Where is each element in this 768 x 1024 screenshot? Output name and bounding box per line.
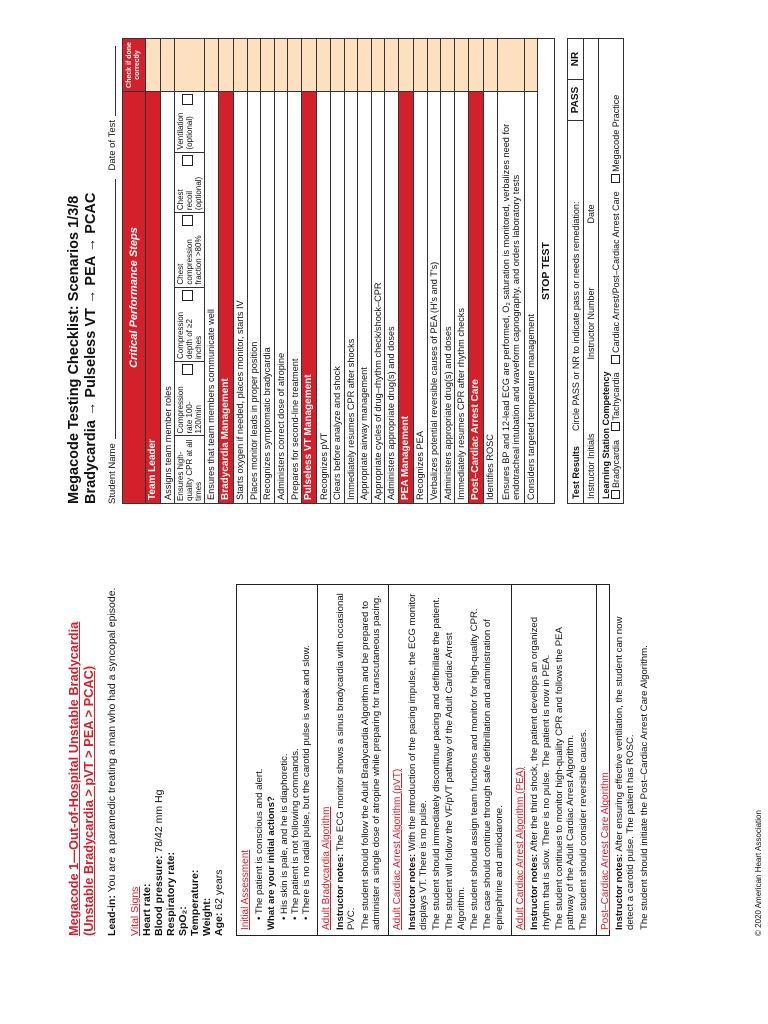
check-cell[interactable] <box>455 39 469 92</box>
checkbox[interactable] <box>182 290 193 301</box>
checklist-table <box>122 38 555 504</box>
table-row: Appropriate airway management <box>358 92 372 504</box>
section-heading: Adult Cardiac Arrest Algorithm (pVT) <box>392 768 404 930</box>
paragraph: The student continues to monitor high-quality CPR and follows the PEA pathway of the Adult Cardiac Arrest Algorithm. <box>553 627 577 930</box>
instructor-number-label: Instructor Number <box>586 287 597 360</box>
check-cell[interactable] <box>330 39 344 92</box>
bradycardia-section: Adult Bradycardia Algorithm Instructor notes: The ECG monitor shows a sinus bradycardia with occasional PVC. The student should follow the Adult Bradycardia Algorithm and be prepared to administer a single dose of atropine while preparing for transcutaneous pacing. <box>318 585 389 935</box>
check-cell[interactable] <box>247 39 261 92</box>
lead-in-text: You are a paramedic treating a man who had a syncopal episode. <box>106 587 118 896</box>
vital-row: Blood pressure: 78/42 mm Hg <box>153 789 165 936</box>
check-cell[interactable] <box>414 39 428 92</box>
table-row: Recognizes pVT <box>317 92 331 504</box>
paragraph: The student should assign team functions and monitor for high-quality CPR. <box>469 608 481 930</box>
option-bradycardia[interactable]: Bradycardia <box>611 440 621 499</box>
bradycardia-header: Bradycardia Management <box>218 92 233 504</box>
table-header-row <box>123 39 146 504</box>
table-row: Immediately resumes CPR after shocks <box>344 92 358 504</box>
pcac-section: Post–Cardiac Arrest Care Algorithm Instructor notes: After ensuring effective ventilation, the student can now detect a carotid pulse. The patient has ROSC. The student should initiate the Post–Cardiac Arrest Care Algorithm. <box>597 585 656 935</box>
check-cell[interactable] <box>317 39 331 92</box>
section-heading: Initial Assessment <box>240 849 251 930</box>
checklist-title: Megacode Testing Checklist: Scenarios 1/3/8 <box>66 195 82 504</box>
pea-section: Adult Cardiac Arrest Algorithm (PEA) Instructor notes: After the third shock, the patient develops an organized rhythm that is slow. There is no pulse. The patient is now in PEA. The student continues to monitor high-quality CPR and follows the PEA pathway of the Adult Cardiac Arrest Algorithm. The student should consider reversible causes. <box>512 585 597 935</box>
paragraph: The student should initiate the Post–Cardiac Arrest Care Algorithm. <box>638 645 650 930</box>
vital-row: Temperature: <box>189 869 201 936</box>
scenario-sections-box <box>236 584 650 936</box>
table-row: Ensures BP and 12-lead ECG are performed, O₂ saturation is monitored, verbalizes need for endotracheal intubation and waveform capnography, and orders laboratory tests <box>497 92 524 504</box>
instructor-initials-label: Instructor Initials <box>586 433 597 499</box>
date-of-test-label: Date of Test <box>107 120 118 171</box>
pea-header: PEA Management <box>398 92 413 504</box>
table-row: Recognizes PEA <box>414 92 428 504</box>
cpr-depth-cell: Compression depth of ≥2 inches <box>175 287 204 361</box>
initial-question: What are your initial actions? <box>265 796 277 930</box>
learning-station-competency <box>599 39 623 503</box>
table-row: Considers targeted temperature management <box>524 92 538 504</box>
student-name-label: Student Name <box>107 443 118 504</box>
stop-test: STOP TEST <box>538 39 555 504</box>
pass-option[interactable]: PASS <box>568 80 583 121</box>
lead-in-label: Lead-in: <box>106 895 118 936</box>
bullet: • The patient is conscious and alert. <box>254 590 265 920</box>
cpr-quality-row <box>174 92 204 504</box>
section-heading: Adult Bradycardia Algorithm <box>320 806 332 930</box>
cpr-main-cell: Ensures high-quality CPR at all times <box>175 435 204 503</box>
instructor-row <box>584 39 599 503</box>
bullet: • His skin is pale, and he is diaphoretic. <box>279 590 290 920</box>
check-cell[interactable] <box>427 39 441 92</box>
copyright: © 2020 American Heart Association <box>754 810 763 936</box>
nr-option[interactable]: NR <box>568 39 583 80</box>
bullet: • The patient is not following commands. <box>290 590 301 920</box>
scenario-title: Megacode 1—Out-of-Hospital Unstable Bradycardia <box>66 621 81 936</box>
paragraph: The student should immediately discontinue pacing and defibrillate the patient. <box>431 597 443 930</box>
cpr-recoil-cell: Chest recoil (optional) <box>175 152 204 213</box>
check-cell[interactable] <box>484 39 498 92</box>
paragraph: The student will follow the VF/pVT pathway of the Adult Cardiac Arrest Algorithm. <box>444 632 467 930</box>
checkbox-icon <box>611 174 620 183</box>
lead-in <box>106 584 118 936</box>
table-row: Appropriate cycles of drug–rhythm check/shock–CPR <box>371 92 385 504</box>
paragraph: The student should consider reversible causes. <box>578 729 590 930</box>
lsc-heading: Learning Station Competency <box>601 371 612 499</box>
table-row: Administers appropriate drug(s) and doses <box>441 92 455 504</box>
date-of-test-field[interactable] <box>107 46 116 116</box>
check-cell[interactable] <box>385 39 399 92</box>
vital-signs <box>129 584 225 936</box>
vital-row: Respiratory rate: <box>165 851 177 936</box>
student-line <box>107 38 118 504</box>
vital-signs-heading: Vital Signs <box>129 886 141 936</box>
table-row: Administers appropriate drug(s) and doses <box>385 92 399 504</box>
check-cell[interactable] <box>497 39 524 92</box>
table-row: Identifies ROSC <box>484 92 498 504</box>
check-cell[interactable] <box>441 39 455 92</box>
check-cell[interactable] <box>371 39 385 92</box>
vital-row: Weight: <box>201 897 213 936</box>
scenario-panel <box>66 584 650 936</box>
checkbox[interactable] <box>182 364 193 375</box>
check-cell[interactable] <box>204 39 218 92</box>
checkbox-icon <box>611 355 620 364</box>
pcac-header: Post–Cardiac Arrest Care <box>468 92 483 504</box>
paragraph: The student should follow the Adult Bradycardia Algorithm and be prepared to administer a single dose of atropine while preparing for transcutaneous pacing. <box>359 595 382 930</box>
option-cardiac-arrest[interactable]: Cardiac Arrest/Post–Cardiac Arrest Care <box>611 191 621 364</box>
team-leader-header: Team Leader <box>146 92 161 504</box>
bullet: • There is no radial pulse, but the carotid pulse is weak and slow. <box>301 590 312 920</box>
table-row: Ensures that team members communicate well <box>204 92 218 504</box>
check-header: Check if done correctly <box>123 39 146 92</box>
checklist-subtitle: Bradycardia → Pulseless VT → PEA → PCAC <box>83 192 99 504</box>
check-cell[interactable] <box>174 39 204 92</box>
check-cell[interactable] <box>344 39 358 92</box>
option-tachycardia[interactable]: Tachycardia <box>611 372 621 431</box>
cps-header: Critical Performance Steps <box>123 92 146 504</box>
checkbox-icon <box>611 422 620 431</box>
scenario-subtitle: (Unstable Bradycardia > pVT > PEA > PCAC) <box>81 665 96 936</box>
section-heading: Adult Cardiac Arrest Algorithm (PEA) <box>514 767 526 930</box>
table-row: Verbalizes potential reversible causes of PEA (H's and T's) <box>427 92 441 504</box>
option-megacode-practice[interactable]: Megacode Practice <box>611 95 621 183</box>
checkbox[interactable] <box>182 215 193 226</box>
check-cell[interactable] <box>161 39 175 92</box>
check-cell[interactable] <box>261 39 275 92</box>
pvt-section: Adult Cardiac Arrest Algorithm (pVT) Instructor notes: With the introduction of the pacing impulse, the ECG monitor displays VT. There is no pulse. The student should immediately discontinue pacing and defibrillate the patient. The student will follow the VF/pVT pathway of the Adult Cardiac Arrest Algorithm. The student should assign team functions and monitor for high-quality CPR. The case should continue through safe defibrillation and administration of epinephrine and amiodarone. <box>389 585 512 935</box>
cpr-ventilation-cell: Ventilation (optional) <box>175 92 204 152</box>
vital-row: Heart rate: <box>141 883 153 936</box>
table-row: Starts oxygen if needed, places monitor, starts IV <box>233 92 247 504</box>
check-cell[interactable] <box>288 39 302 92</box>
vital-row: SpO₂: <box>177 906 189 936</box>
table-row: Assigns team member roles <box>161 92 175 504</box>
pvt-header: Pulseless VT Management <box>301 92 316 504</box>
section-heading: Post–Cardiac Arrest Care Algorithm <box>599 772 611 930</box>
table-row: Administers correct dose of atropine <box>274 92 288 504</box>
results-row <box>568 39 584 503</box>
check-cell[interactable] <box>358 39 372 92</box>
cpr-rate-cell: Compression rate 100-120/min <box>175 361 204 435</box>
check-cell[interactable] <box>274 39 288 92</box>
paragraph: The case should continue through safe defibrillation and administration of epinephrine and amiodarone. <box>482 619 505 930</box>
table-row: Immediately resumes CPR after rhythm checks <box>455 92 469 504</box>
vital-row: Age: 62 years <box>213 869 225 936</box>
check-cell[interactable] <box>233 39 247 92</box>
checklist-panel <box>66 38 624 504</box>
table-row: Clears before analyze and shock <box>330 92 344 504</box>
check-cell[interactable] <box>524 39 538 92</box>
checkbox[interactable] <box>182 94 193 105</box>
student-name-field[interactable] <box>107 179 116 440</box>
circle-instructions: Circle PASS or NR to indicate pass or needs remediation: <box>570 201 581 431</box>
test-results <box>567 38 624 504</box>
date-label: Date <box>586 204 597 224</box>
cpr-fraction-cell: Chest compression fraction >80% <box>175 212 204 286</box>
initial-assessment-section <box>237 585 318 935</box>
checkbox[interactable] <box>182 155 193 166</box>
table-row: Prepares for second-line treatment <box>288 92 302 504</box>
checkbox-icon <box>611 490 620 499</box>
table-row: Places monitor leads in proper position <box>247 92 261 504</box>
check-cell <box>146 39 161 92</box>
test-results-label: Test Results <box>570 446 581 499</box>
table-row: Recognizes symptomatic bradycardia <box>261 92 275 504</box>
